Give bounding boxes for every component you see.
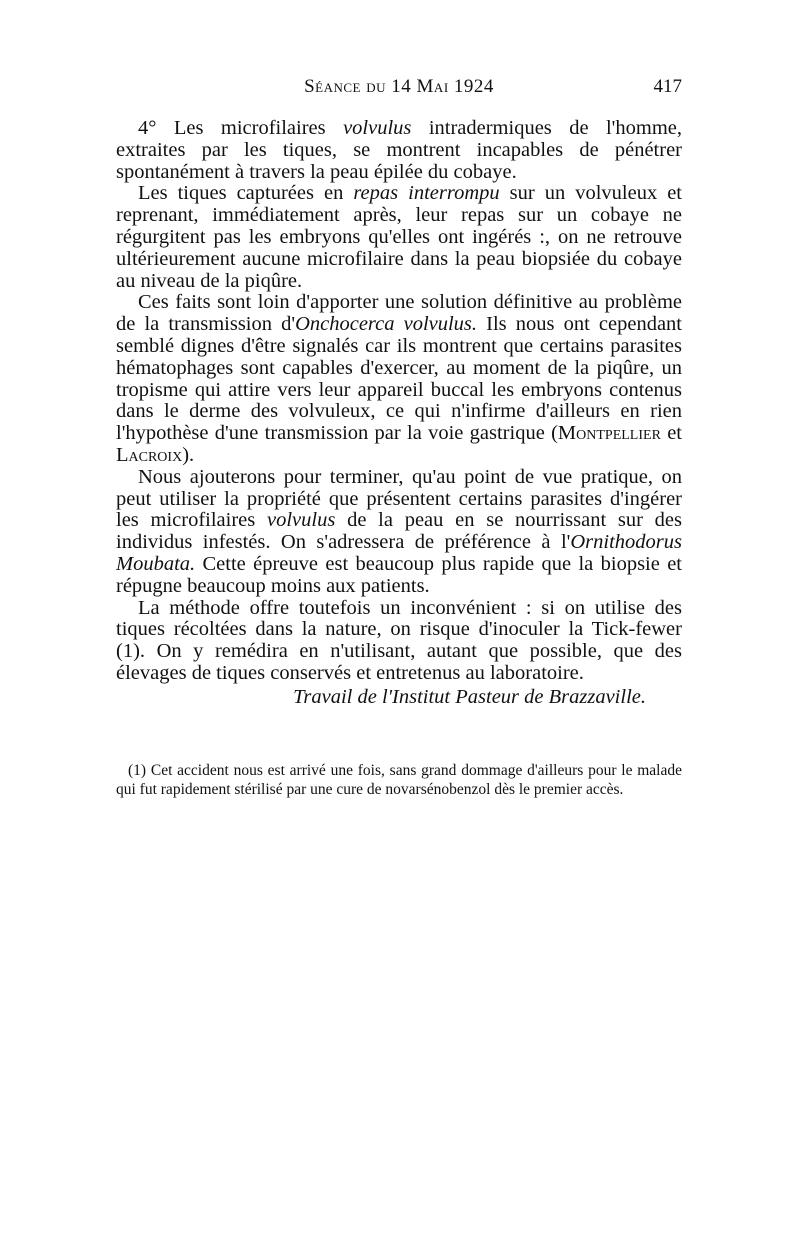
- p3-end: ).: [182, 443, 195, 466]
- p2-text-a: Les tiques capturées en: [138, 182, 354, 205]
- running-head-title: [116, 76, 682, 98]
- institution-credit: Travail de l'Institut Pasteur de Brazzaville.: [293, 685, 646, 708]
- main-text: [116, 118, 682, 709]
- p4-text-e: Cette épreuve est beaucoup plus rapide que la biopsie et répugne beaucoup moins aux patients.: [116, 552, 682, 597]
- p4-text-c: de la peau en se nourrissant sur des individus infestés. On s'adressera de préférence à l': [116, 509, 682, 554]
- paragraph-5: [116, 598, 682, 685]
- running-head-day: 14: [391, 76, 412, 97]
- p3-text-c: Ils nous ont cependant semblé dignes d'être signalés car ils montrent que certains parasites hématophages sont capables d'exercer, au moment de la piqûre, un tropisme qui attire vers leur appareil buccal les embryons contenus dans le derme des volvuleux, ce qui n'infirme d'ailleurs en rien l'hypothèse d'une transmission par la voie gastrique (: [116, 313, 683, 445]
- p2-italic-repas: repas interrompu: [353, 182, 500, 205]
- footnote: [116, 762, 682, 799]
- running-head-year: 1924: [453, 76, 494, 97]
- running-head-seance: Séance: [304, 76, 361, 97]
- p4-italic-volvulus: volvulus: [267, 509, 336, 532]
- p3-italic-onchocerca: Onchocerca volvulus.: [295, 313, 478, 336]
- footnote-text: (1) Cet accident nous est arrivé une fois, sans grand dommage d'ailleurs pour le malade qui fut rapidement stérilisé par une cure de novarsénobenzol dès le premier accès.: [116, 762, 682, 798]
- paragraph-2: [116, 183, 682, 292]
- paragraph-3: [116, 292, 682, 466]
- p4-italic-ornithodorus: Ornithodorus Moubata.: [116, 531, 682, 575]
- p5-text-a: La méthode offre toutefois un inconvénient : si on utilise des tiques récoltées dans la nature, on risque d'inoculer la Tick-fewer (1). On y remédira en n'utilisant, autant que possible, que des élevages de tiques conservés et entretenus au laboratoire.: [116, 596, 682, 684]
- p1-text-a: 4° Les microfilaires: [138, 117, 344, 139]
- author-lacroix: Lacroix: [116, 443, 183, 466]
- running-head-month: Mai: [416, 76, 449, 97]
- p2-text-c: sur un volvuleux et reprenant, immédiatement après, leur repas sur un cobaye ne régurgitent pas les embryons qu'elles ont ingérés :, on ne retrouve ultérieurement aucune microfilaire dans la peau biopsiée du cobaye au niveau de la piqûre.: [116, 182, 683, 292]
- p3-text-a: Ces faits sont loin d'apporter une solution définitive au problème de la transmission d': [116, 291, 682, 336]
- paragraph-4: [116, 467, 682, 598]
- paragraph-1: [116, 118, 682, 183]
- running-head-du: du: [366, 76, 387, 97]
- p1-text-c: intradermiques de l'homme, extraites par les tiques, se montrent incapables de pénétrer spontanément à travers la peau épilée du cobaye.: [116, 117, 682, 183]
- running-head: [116, 76, 682, 102]
- page-number: 417: [653, 76, 682, 97]
- p1-italic-volvulus: volvulus: [343, 117, 412, 139]
- author-montpellier: Montpellier: [557, 422, 661, 445]
- p4-text-a: Nous ajouterons pour terminer, qu'au point de vue pratique, on peut utiliser la propriété que présentent certains parasites d'ingérer les microfilaires: [116, 465, 682, 532]
- p3-et: et: [660, 422, 682, 445]
